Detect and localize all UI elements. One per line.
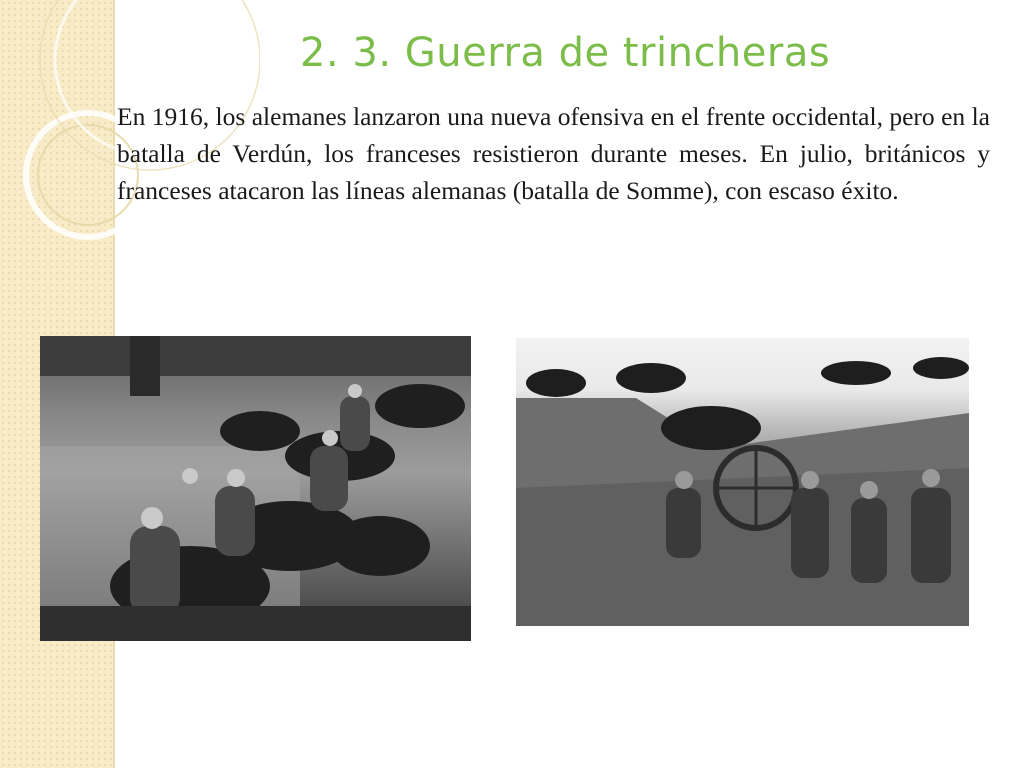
slide-title: 2. 3. Guerra de trincheras bbox=[300, 30, 831, 76]
photo-cavalry-crossing-river bbox=[40, 336, 471, 641]
slide-body-text: En 1916, los alemanes lanzaron una nueva ofensiva en el frente occidental, pero en la batalla de Verdún, los franceses resistieron durante meses. En julio, británicos y franceses atacaron las líneas alemanas (batalla de Somme), con escaso éxito. bbox=[117, 102, 990, 205]
photo-soldiers-pushing-artillery bbox=[516, 338, 969, 626]
